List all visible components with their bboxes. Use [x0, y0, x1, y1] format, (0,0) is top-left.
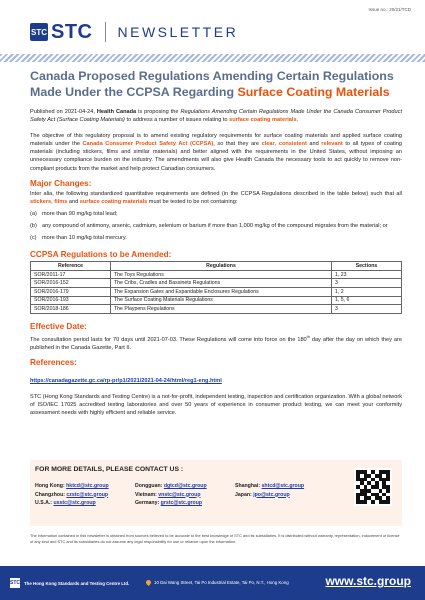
intro-paragraph — [30, 108, 402, 124]
effective-date-heading: Effective Date: — [30, 321, 87, 331]
contact-email[interactable]: usstc@stc.group — [53, 500, 96, 506]
list-item — [30, 210, 402, 218]
cell-reg: The Playpens Regulations — [111, 305, 332, 314]
table-row — [31, 287, 402, 296]
contact-city: Dongguan: — [135, 483, 163, 489]
cell-sec: 3 — [332, 305, 402, 314]
footer-address — [146, 580, 289, 585]
obj-h: relevant — [321, 141, 343, 148]
obj-i: to all types of coating materials (including stickers, films and similar materials) and better aligned with the requirements in the United States, without imposing an unnecessary compliance burden on the industry. The amendments will also give Health Canada the necessary tools to act quickly to remove non-compliant products from the market and help protect Canadian consumers. — [30, 141, 402, 172]
disclaimer-text: The information contained in this newsletter is obtained from sources believed to be accurate to the best knowledge of STC and its subsidiaries. It is distributed without warranty, representation, inducement or license of any kind and STC and its subsidiaries do not assume any legal responsibility for use or reliance upon the information. — [30, 533, 400, 544]
logo-divider — [105, 22, 106, 42]
cell-sec: 1, 5, 6 — [332, 296, 402, 305]
regulations-heading: CCPSA Regulations to be Amended: — [30, 250, 172, 260]
contact-entry — [35, 499, 109, 508]
col-reference: Reference — [31, 262, 111, 271]
cell-sec: 1, 23 — [332, 270, 402, 279]
cell-ref: SOR/2011-17 — [31, 270, 111, 279]
stc-logo-mark-icon: STC — [30, 23, 48, 41]
stc-logo-text: STC — [51, 21, 93, 43]
page-footer — [0, 566, 425, 600]
effective-date-text — [30, 333, 402, 352]
cell-reg: The Surface Coating Materials Regulations — [111, 296, 332, 305]
col-sections: Sections — [332, 262, 402, 271]
cell-ref: SOR/2016-152 — [31, 279, 111, 288]
reference-link[interactable]: https://canadagazette.gc.ca/rp-pr/p1/2021/2021-04-24/html/reg1-eng.html — [30, 377, 222, 384]
contact-city: Vietnam: — [135, 491, 157, 498]
references-heading: References: — [30, 357, 77, 367]
table-header-row — [31, 262, 402, 271]
article-body — [30, 68, 402, 417]
list-item-text: more than 10 mg/kg total mercury. — [42, 235, 127, 242]
footer-logo — [10, 578, 129, 588]
contact-city: Germany: — [135, 500, 160, 506]
list-item-label: (a) — [30, 210, 37, 217]
intro-d: Regulations Amending Certain Regulations Made Under the Canada Consumer Product Safety Act (Surface Coating Materials) — [30, 109, 402, 124]
contact-city: Japan: — [235, 491, 252, 498]
contact-city: U.S.A.: — [35, 500, 53, 506]
contact-entry — [135, 499, 207, 508]
major-changes-intro — [30, 190, 402, 206]
obj-a: The objective of this regulatory proposal is to amend existing regulatory requirements for surface coating materials and applied surface coating materials under the — [30, 133, 402, 148]
mc-g: must be tested to be not containing: — [147, 198, 238, 205]
cell-ref: SOR/2016-179 — [31, 287, 111, 296]
mc-a: Inter alia, the following standardized quantitative requirements are defined (in the CCPSA Regulations described in the table below) such that all — [30, 190, 402, 197]
contact-email[interactable]: jpo@stc.group — [253, 491, 290, 498]
contact-email[interactable]: czstc@stc.group — [66, 491, 109, 498]
list-item-label: (b) — [30, 222, 37, 229]
table-row — [31, 305, 402, 314]
header-stripe — [0, 54, 425, 62]
footer-website-link[interactable]: www.stc.group — [325, 574, 411, 588]
contact-city: Changzhou: — [35, 491, 65, 498]
location-pin-icon — [145, 579, 152, 586]
regulations-table — [30, 261, 402, 314]
obj-f: consistent — [278, 141, 307, 148]
eff-a: The consultation period lasts for 70 days until 2021-07-03. These Regulations will come into force on the 180 — [30, 336, 307, 343]
contact-entry — [35, 491, 109, 500]
list-item — [30, 234, 402, 242]
contact-email[interactable]: grstc@stc.group — [160, 500, 203, 506]
cell-ref: SOR/2018-186 — [31, 305, 111, 314]
contact-email[interactable]: shtcd@stc.group — [261, 483, 305, 489]
list-item-label: (c) — [30, 235, 37, 242]
contact-column — [135, 482, 207, 508]
intro-e: to address a number of issues relating to — [124, 117, 230, 124]
contact-title: FOR MORE DETAILS, PLEASE CONTACT US : — [35, 466, 184, 473]
footer-logo-mark-icon: STC — [10, 580, 20, 586]
table-row — [31, 270, 402, 279]
mc-c: , — [51, 198, 55, 205]
contact-email[interactable]: hktcd@stc.group — [66, 483, 109, 489]
cell-ref: SOR/2016-193 — [31, 296, 111, 305]
obj-c: , so that they are — [213, 141, 262, 148]
intro-f: surface coating materials — [229, 117, 297, 124]
mc-d: films — [54, 198, 68, 205]
intro-c: is proposing the — [136, 109, 181, 115]
contact-column — [35, 482, 109, 508]
article-title — [30, 68, 402, 100]
contact-entry — [135, 491, 207, 500]
issue-number: Issue no.: 20/21/TCD — [368, 7, 411, 12]
mc-f: surface coating materials — [79, 198, 148, 205]
eff-sup: th — [306, 334, 310, 339]
stc-logo — [30, 22, 238, 42]
contact-entry — [235, 482, 304, 491]
contact-email[interactable]: vnstc@stc.group — [158, 491, 201, 498]
about-stc-paragraph: STC (Hong Kong Standards and Testing Centre) is a not-for-profit, independent testing, inspection and certification organization. With a global network of ISO/IEC 17025 accredited testing laboratories and over 50 years of experience in consumer product testing, we can meet your conformity assessment needs with highly efficient and reliable service. — [30, 393, 402, 416]
obj-g: and — [306, 141, 322, 148]
contact-column — [235, 482, 304, 499]
cell-sec: 3 — [332, 279, 402, 288]
obj-b: Canada Consumer Product Safety Act (CCPSA) — [82, 141, 214, 148]
title-text: Canada Proposed Regulations Amending Certain Regulations Made Under the CCPSA Regarding — [30, 69, 394, 99]
cell-reg: The Expansion Gates and Expandable Enclosures Regulations — [111, 287, 332, 296]
mc-b: stickers — [30, 198, 52, 205]
newsletter-label: NEWSLETTER — [117, 24, 239, 40]
title-highlight: Surface Coating Materials — [237, 85, 390, 99]
objective-paragraph — [30, 132, 402, 172]
cell-sec: 1, 2 — [332, 287, 402, 296]
obj-d: clear — [261, 141, 275, 148]
list-item-text: more than 90 mg/kg total lead; — [42, 210, 118, 217]
contact-box — [30, 460, 402, 526]
contact-entry — [135, 482, 207, 491]
contact-city: Shanghai: — [235, 483, 261, 489]
col-regulations: Regulations — [111, 262, 332, 271]
cell-reg: The Toys Regulations — [111, 270, 332, 279]
newsletter-header — [0, 0, 425, 62]
intro-a: Published on 2021-04-24, — [30, 109, 97, 115]
table-row — [31, 279, 402, 288]
footer-company-name: The Hong Kong Standards and Testing Centre Ltd. — [24, 580, 130, 586]
list-item — [30, 222, 402, 230]
intro-b: Health Canada — [96, 109, 137, 115]
footer-address-text: 10 Dai Wang Street, Tai Po Industrial Estate, Tai Po, N.T., Hong Kong — [154, 580, 289, 585]
eff-b: day after the day on which they are published in the Canada Gazette, Part II. — [30, 336, 402, 351]
major-changes-heading: Major Changes: — [30, 178, 92, 188]
requirement-list — [30, 210, 402, 242]
table-row — [31, 296, 402, 305]
qr-code-icon[interactable] — [354, 468, 392, 506]
obj-e: , — [274, 141, 279, 148]
intro-g: . — [296, 117, 299, 124]
contact-entry — [235, 491, 304, 500]
cell-reg: The Cribs, Cradles and Bassinets Regulations — [111, 279, 332, 288]
contact-email[interactable]: dgtcd@stc.group — [163, 483, 207, 489]
mc-e: and — [67, 198, 80, 205]
list-item-text: any compound of antimony, arsenic, cadmium, selenium or barium if more than 1,000 mg/kg of the compound migrates from the material; or — [42, 222, 388, 229]
contact-city: Hong Kong: — [35, 483, 65, 489]
contact-entry — [35, 482, 109, 491]
